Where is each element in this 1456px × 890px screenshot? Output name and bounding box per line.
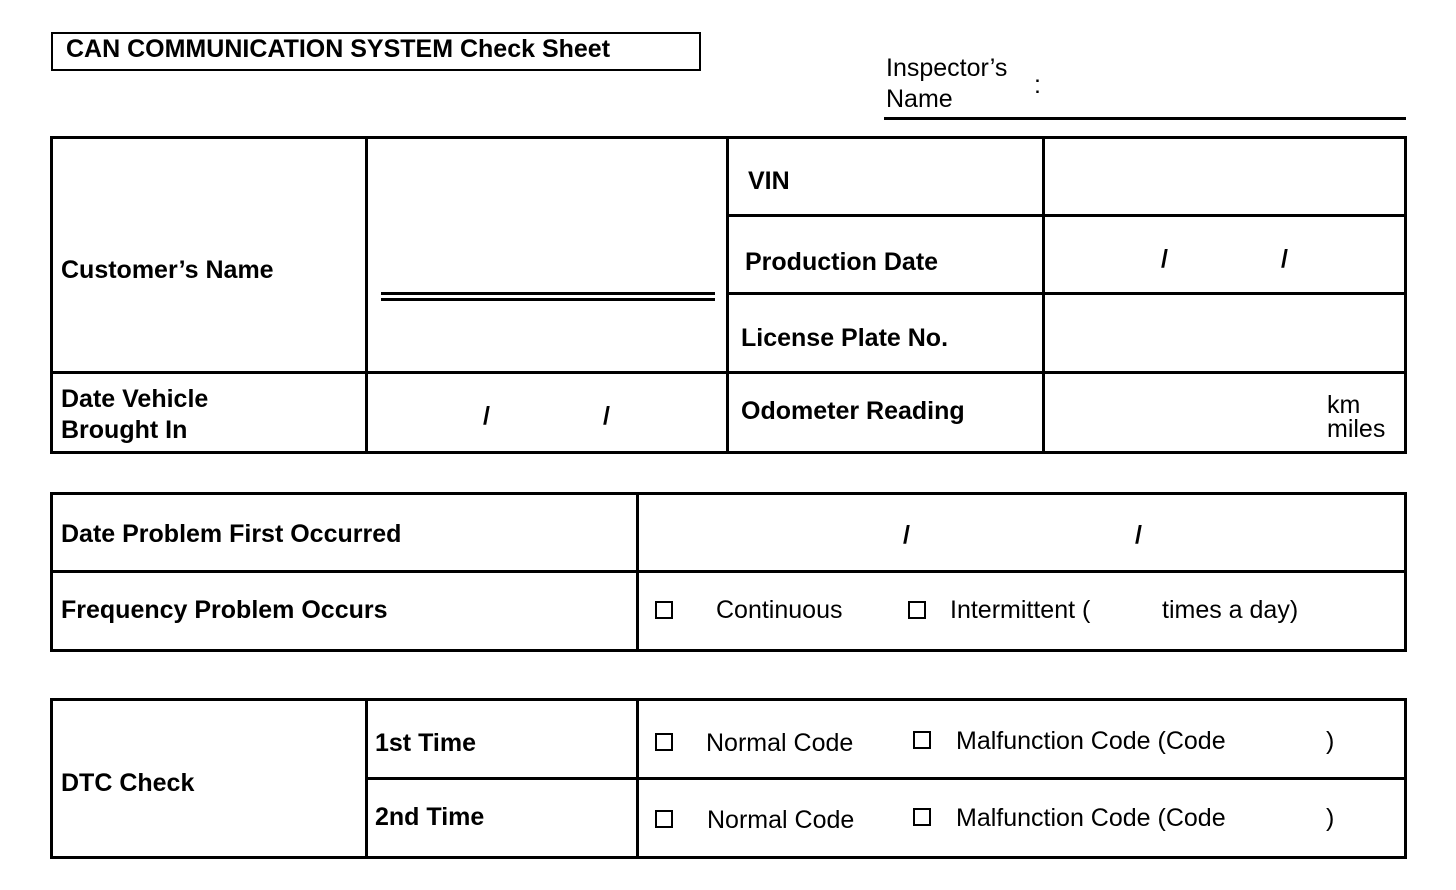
vin-label: VIN bbox=[748, 167, 790, 195]
second-malfunction-label: Malfunction Code (Code bbox=[956, 804, 1226, 832]
miles-unit: miles bbox=[1327, 415, 1386, 443]
first-time-label: 1st Time bbox=[375, 729, 476, 757]
first-slash: / bbox=[903, 521, 910, 549]
divider bbox=[381, 298, 715, 301]
date-first-label: Date Problem First Occurred bbox=[61, 520, 402, 548]
brought-slash: / bbox=[603, 402, 610, 430]
page-title: CAN COMMUNICATION SYSTEM Check Sheet bbox=[66, 35, 611, 63]
first-slash: / bbox=[1135, 521, 1142, 549]
continuous-checkbox[interactable] bbox=[655, 601, 673, 619]
inspector-label-2: Name bbox=[886, 85, 953, 113]
second-malfunction-checkbox[interactable] bbox=[913, 808, 931, 826]
second-time-label: 2nd Time bbox=[375, 803, 485, 831]
inspector-colon: : bbox=[1034, 71, 1041, 99]
continuous-label: Continuous bbox=[716, 596, 843, 624]
intermittent-checkbox[interactable] bbox=[908, 601, 926, 619]
inspector-label: Inspector’s bbox=[886, 54, 1008, 82]
first-close-paren: ) bbox=[1326, 727, 1335, 755]
second-normal-checkbox[interactable] bbox=[655, 810, 673, 828]
times-a-day-label: times a day) bbox=[1162, 596, 1299, 624]
brought-slash: / bbox=[483, 402, 490, 430]
first-normal-checkbox[interactable] bbox=[655, 733, 673, 751]
divider bbox=[726, 136, 729, 454]
date-brought-label: Date Vehicle bbox=[61, 385, 209, 413]
first-normal-label: Normal Code bbox=[706, 729, 854, 757]
second-normal-label: Normal Code bbox=[707, 806, 855, 834]
license-plate-label: License Plate No. bbox=[741, 324, 949, 352]
divider bbox=[1042, 136, 1045, 454]
customer-name-label: Customer’s Name bbox=[61, 256, 274, 284]
intermittent-label: Intermittent ( bbox=[950, 596, 1091, 624]
date-brought-label-2: Brought In bbox=[61, 416, 188, 444]
frequency-label: Frequency Problem Occurs bbox=[61, 596, 388, 624]
customer-name-field[interactable] bbox=[381, 292, 715, 295]
prod-slash: / bbox=[1161, 245, 1168, 273]
first-malfunction-checkbox[interactable] bbox=[913, 731, 931, 749]
first-malfunction-label: Malfunction Code (Code bbox=[956, 727, 1226, 755]
second-close-paren: ) bbox=[1326, 804, 1335, 832]
divider bbox=[365, 136, 368, 454]
km-unit: km bbox=[1327, 391, 1361, 419]
divider bbox=[726, 292, 1406, 295]
dtc-check-label: DTC Check bbox=[61, 769, 195, 797]
divider bbox=[50, 570, 1407, 573]
production-date-label: Production Date bbox=[745, 248, 939, 276]
inspector-name-field[interactable] bbox=[884, 117, 1406, 120]
divider bbox=[50, 371, 1407, 374]
prod-slash: / bbox=[1281, 245, 1288, 273]
divider bbox=[726, 214, 1406, 217]
odometer-label: Odometer Reading bbox=[741, 397, 965, 425]
divider bbox=[365, 777, 1407, 780]
